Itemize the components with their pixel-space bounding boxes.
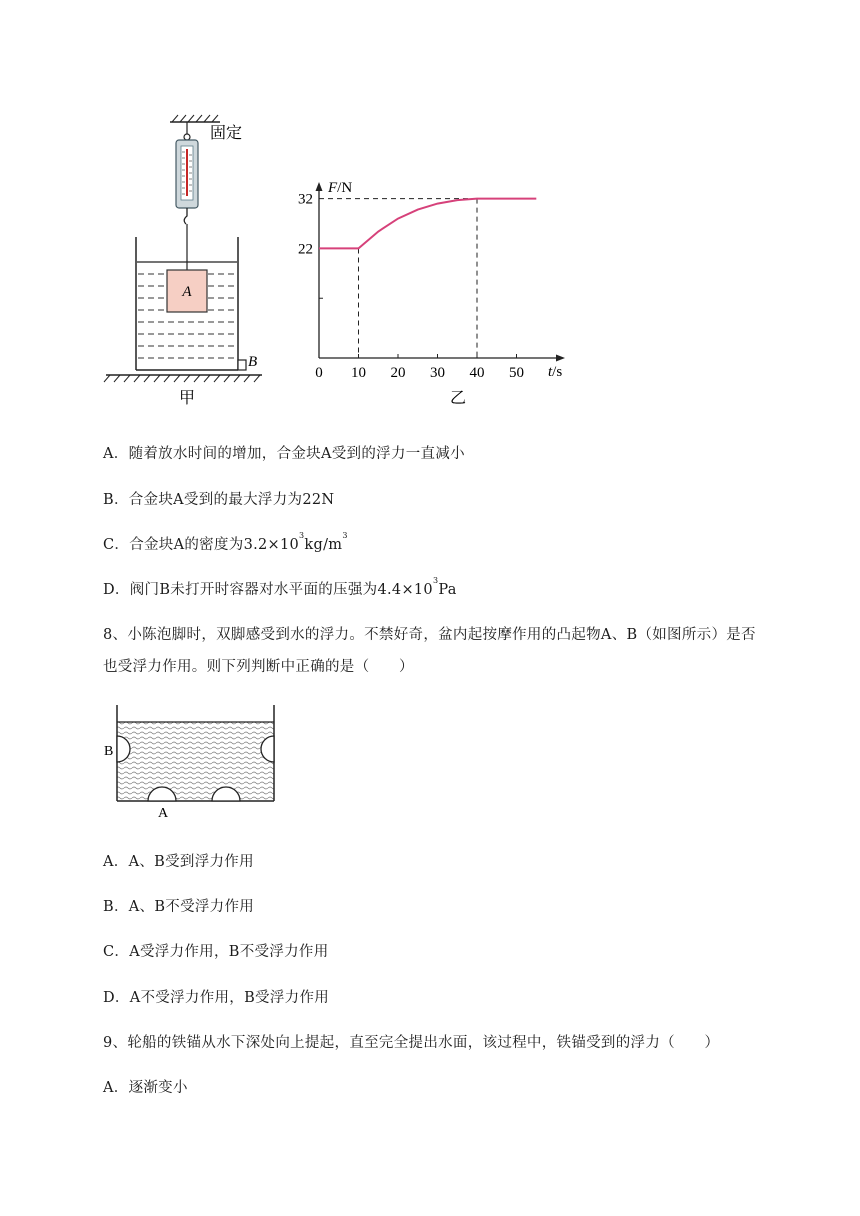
caption-jia: 甲 <box>178 390 196 407</box>
y-axis-title: F/N <box>328 180 353 196</box>
q8-option-c: C．A受浮力作用，B不受浮力作用 <box>103 944 329 960</box>
q7-option-d <box>103 578 457 599</box>
label-b: B <box>104 744 114 759</box>
x-tick-label: 40 <box>469 365 485 381</box>
caption-yi: 乙 <box>449 390 467 407</box>
q8-option-a: A．A、B受到浮力作用 <box>103 854 254 870</box>
series-line <box>319 199 536 249</box>
q8-stem-line2: 也受浮力作用。则下列判断中正确的是（ ） <box>103 659 414 675</box>
figure-jia <box>104 115 262 407</box>
valve-b <box>238 360 246 370</box>
q8-stem-line1: 8、小陈泡脚时，双脚感受到水的浮力。不禁好奇，盆内起按摩作用的凸起物A、B（如图所示）是否 <box>103 627 756 643</box>
figure-q7 <box>100 112 580 412</box>
x-tick-label: 30 <box>430 365 445 381</box>
y-tick-label: 22 <box>298 241 313 258</box>
spring-scale <box>176 140 198 208</box>
y-tick-label: 32 <box>298 191 313 208</box>
x-axis-arrow <box>556 355 565 362</box>
q7-option-c-unit: kg/m <box>304 537 343 553</box>
block-a-label: A <box>182 284 192 300</box>
chart-f-t <box>298 180 565 407</box>
q7-option-d-text: D．阀门B未打开时容器对水平面的压强为4.4×10 <box>103 582 433 598</box>
q7-option-c <box>103 533 348 554</box>
fixed-label: 固定 <box>210 125 243 142</box>
q7-option-d-exp: 3 <box>432 576 439 585</box>
q7-option-a: A．随着放水时间的增加，合金块A受到的浮力一直减小 <box>103 446 465 462</box>
x-tick-label: 0 <box>315 365 323 381</box>
q9-stem: 9、轮船的铁锚从水下深处向上提起，直至完全提出水面，该过程中，铁锚受到的浮力（ ） <box>103 1035 720 1051</box>
q9-option-a: A．逐渐变小 <box>103 1080 188 1096</box>
label-a: A <box>158 806 169 821</box>
q7-option-c-unit-exp: 3 <box>342 531 348 540</box>
x-axis-title: t/s <box>548 364 563 380</box>
q7-option-b: B．合金块A受到的最大浮力为22N <box>103 492 335 508</box>
q7-option-d-unit: Pa <box>438 582 457 598</box>
q8-option-b: B．A、B不受浮力作用 <box>103 899 255 915</box>
q7-option-c-exp: 3 <box>299 531 305 540</box>
x-tick-label: 20 <box>390 365 406 381</box>
x-tick-label: 10 <box>351 365 366 381</box>
q7-option-c-text: C．合金块A的密度为3.2×10 <box>103 537 300 553</box>
q8-option-d: D．A不受浮力作用，B受浮力作用 <box>103 990 330 1006</box>
x-tick-label: 50 <box>509 365 524 381</box>
y-axis-arrow <box>316 182 323 191</box>
valve-b-label: B <box>248 354 258 370</box>
figure-q8-basin <box>100 700 290 824</box>
